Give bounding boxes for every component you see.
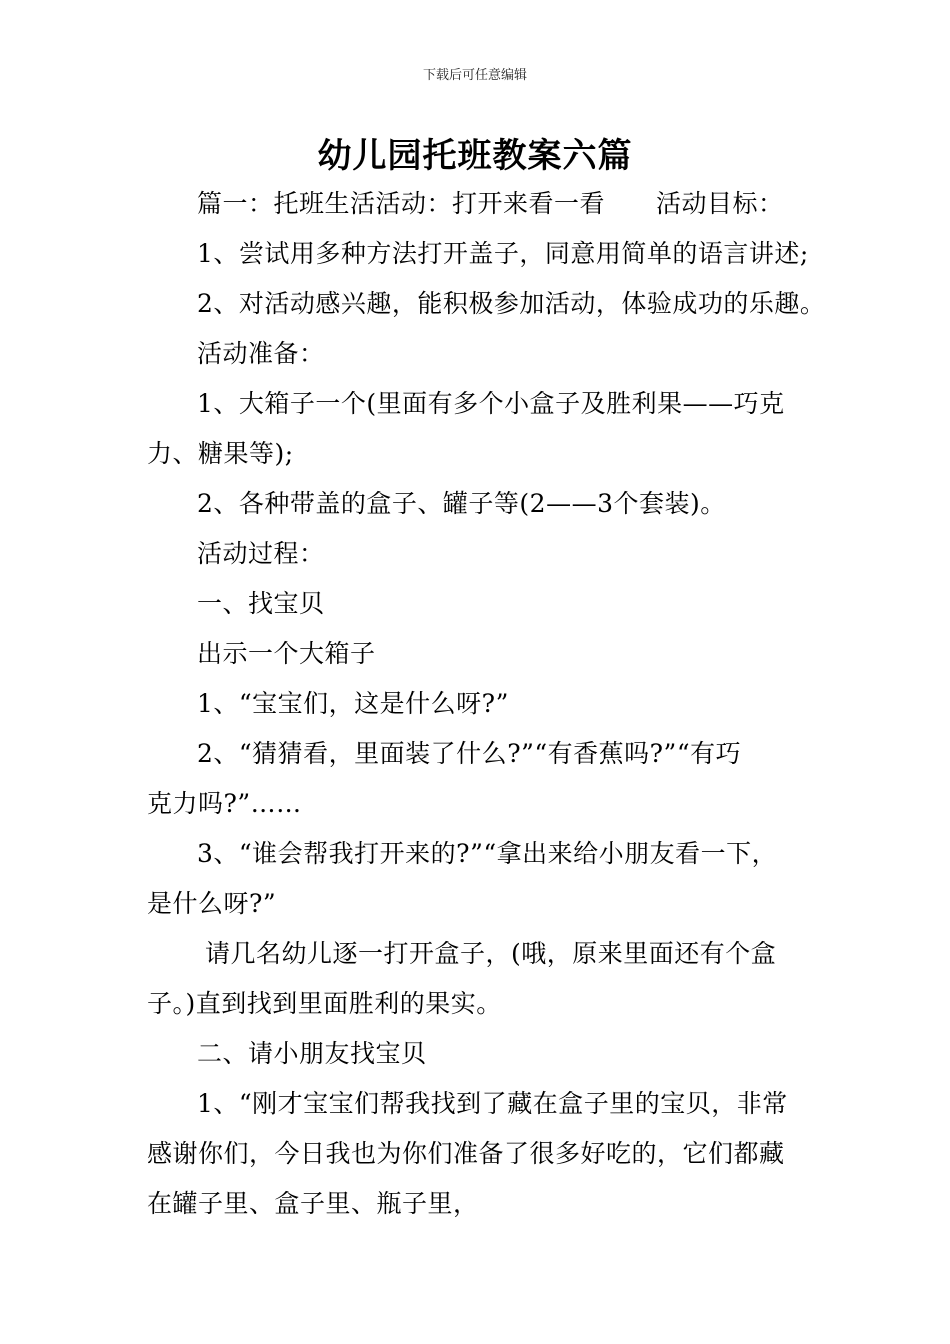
paragraph-line: 1、尝试用多种方法打开盖子，同意用简单的语言讲述; xyxy=(197,239,809,268)
paragraph-line: 1、“宝宝们，这是什么呀?” xyxy=(197,689,509,718)
paragraph-line: 力、糖果等); xyxy=(147,439,294,468)
section-heading: 篇一：托班生活活动：打开来看一看 活动目标： xyxy=(197,189,784,218)
paragraph-line: 出示一个大箱子 xyxy=(197,639,376,668)
paragraph-line: 3、“谁会帮我打开来的?”“拿出来给小朋友看一下， xyxy=(197,839,778,868)
paragraph-line: 请几名幼儿逐一打开盒子，(哦，原来里面还有个盒 xyxy=(205,939,777,968)
paragraph-line: 活动过程： xyxy=(197,539,325,568)
paragraph-line: 二、请小朋友找宝贝 xyxy=(197,1039,427,1068)
paragraph-line: 子。)直到找到里面胜利的果实。 xyxy=(147,989,502,1018)
paragraph-line: 活动准备： xyxy=(197,339,325,368)
paragraph-line: 2、对活动感兴趣，能积极参加活动，体验成功的乐趣。 xyxy=(197,289,826,318)
paragraph-line: 克力吗?”…… xyxy=(147,789,302,818)
paragraph-line: 是什么呀?” xyxy=(147,889,277,918)
paragraph-line: 1、大箱子一个(里面有多个小盒子及胜利果——巧克 xyxy=(197,389,785,418)
paragraph-line: 2、各种带盖的盒子、罐子等(2——3个套装)。 xyxy=(197,489,726,518)
paragraph-line: 感谢你们，今日我也为你们准备了很多好吃的，它们都藏 xyxy=(147,1139,785,1168)
paragraph-line: 一、找宝贝 xyxy=(197,589,325,618)
document-title: 幼儿园托班教案六篇 xyxy=(317,136,633,176)
paragraph-line: 在罐子里、盒子里、瓶子里， xyxy=(147,1189,479,1218)
paragraph-line: 2、“猜猜看，里面装了什么?”“有香蕉吗?”“有巧 xyxy=(197,739,742,768)
paragraph-line: 1、“刚才宝宝们帮我找到了藏在盒子里的宝贝，非常 xyxy=(197,1089,788,1118)
page-header: 下载后可任意编辑 xyxy=(422,68,527,83)
